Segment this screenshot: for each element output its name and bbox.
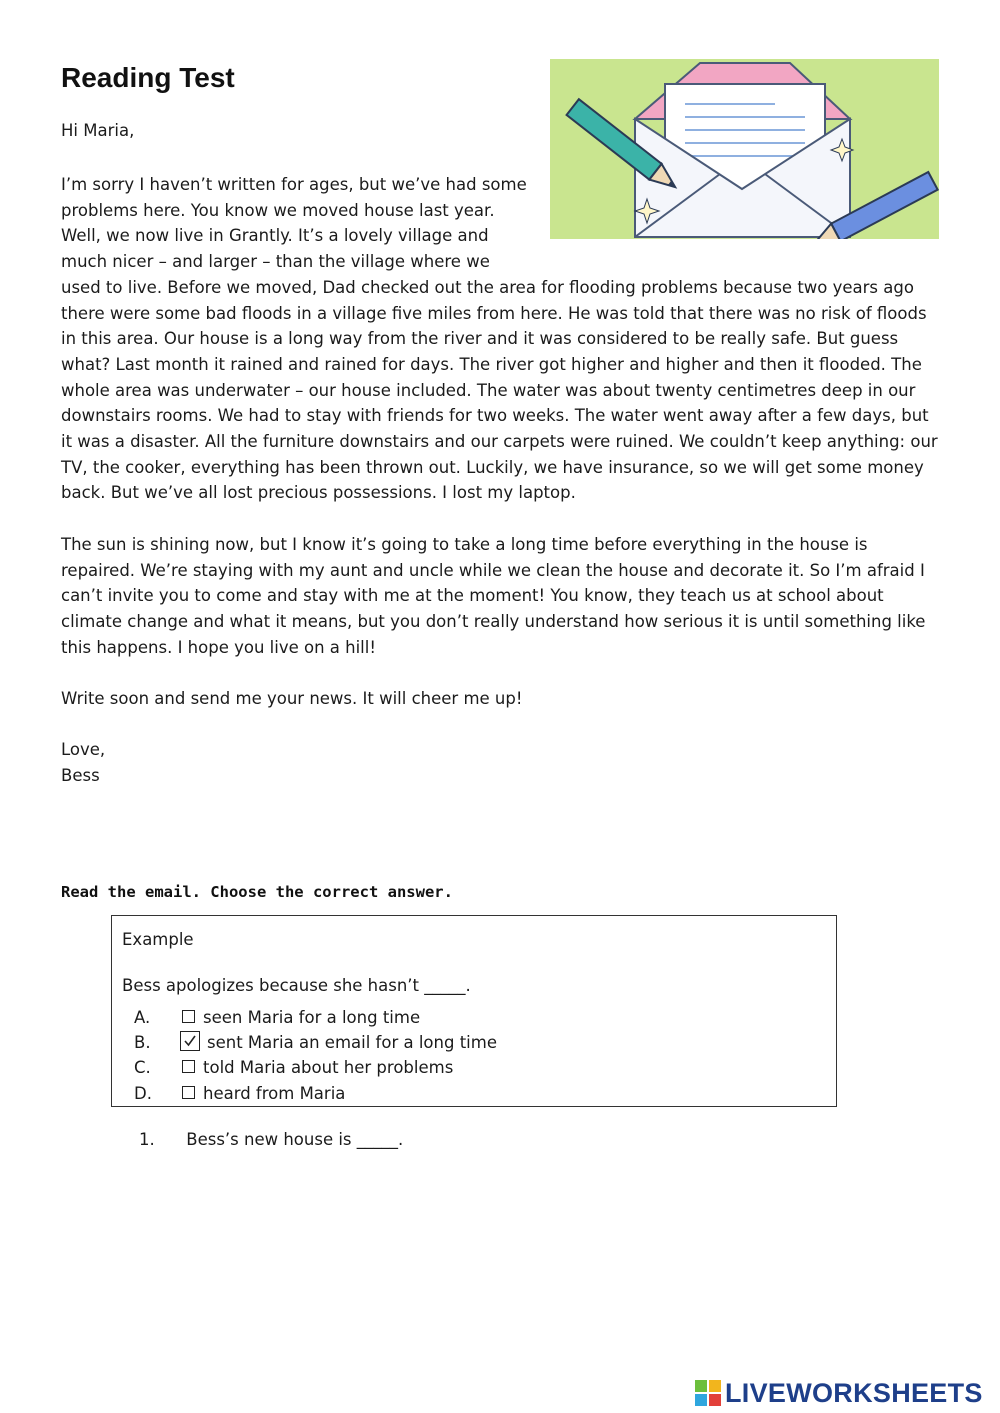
example-question: Bess apologizes because she hasn’t _____. (122, 976, 471, 995)
task-instruction: Read the email. Choose the correct answer. (61, 883, 453, 901)
question-1 (139, 1130, 403, 1149)
option-letter: C. (134, 1058, 151, 1077)
example-label: Example (122, 930, 194, 949)
question-text: Bess’s new house is _____. (186, 1130, 404, 1149)
option-letter: B. (134, 1032, 151, 1052)
option-text: told Maria about her problems (203, 1058, 454, 1077)
letter-paragraph: I’m sorry I haven’t written for ages, but we’ve had some problems here. You know we moved house last year. Well, we now live in Grantly. It’s a lovely village and much nicer – and larger – than the village where we used to live. Before we moved, Dad checked out the area for flooding problems because two years ago there were some bad floods in a village five miles from here. He was told that there was no risk of floods in this area. Our house is a long way from the river and it was considered to be really safe. But guess what? Last month it rained and rained for days. The river got higher and higher and then it flooded. The whole area was underwater – our house included. The water was about twenty centimetres deep in our downstairs rooms. We had to stay with friends for two weeks. The water went away after a few days, but it was a disaster. All the furniture downstairs and our carpets were ruined. We couldn’t keep anything: our TV, the cooker, everything has been thrown out. Luckily, we have insurance, so we will get some money back. But we’ve all lost precious possessions. I lost my laptop. (61, 175, 938, 503)
checkbox-empty-icon (182, 1060, 195, 1073)
letter-signoff: Love, (61, 740, 106, 760)
example-option-c (134, 1058, 453, 1077)
logo-text: LIVEWORKSHEETS (725, 1377, 983, 1408)
letter-greeting: Hi Maria, (61, 121, 135, 140)
liveworksheets-mark-icon (695, 1380, 721, 1406)
option-text: seen Maria for a long time (203, 1008, 421, 1027)
example-box (111, 915, 837, 1107)
checkbox-checked-icon (180, 1031, 200, 1051)
example-option-a (134, 1008, 420, 1027)
letter-paragraph: Write soon and send me your news. It will cheer me up! (61, 689, 523, 709)
option-letter: A. (134, 1008, 151, 1027)
example-option-b (134, 1032, 497, 1052)
liveworksheets-logo[interactable] (695, 1377, 983, 1409)
letter-body (61, 172, 941, 789)
checkbox-empty-icon (182, 1010, 195, 1023)
option-text: heard from Maria (203, 1084, 346, 1103)
letter-paragraph: The sun is shining now, but I know it’s going to take a long time before everything in the house is repaired. We’re staying with my aunt and uncle while we clean the house and decorate it. So I’m afraid I can’t invite you to come and stay with me at the moment! You know, they teach us at school about climate change and what it means, but you don’t really understand how serious it is until something like this happens. I hope you live on a hill! (61, 534, 926, 657)
checkbox-empty-icon (182, 1086, 195, 1099)
letter-signature: Bess (61, 766, 100, 786)
option-letter: D. (134, 1084, 152, 1103)
option-text: sent Maria an email for a long time (207, 1032, 497, 1052)
page-title: Reading Test (61, 62, 235, 93)
question-number: 1. (139, 1130, 155, 1149)
example-option-d (134, 1084, 345, 1103)
image-spacer (531, 172, 941, 262)
